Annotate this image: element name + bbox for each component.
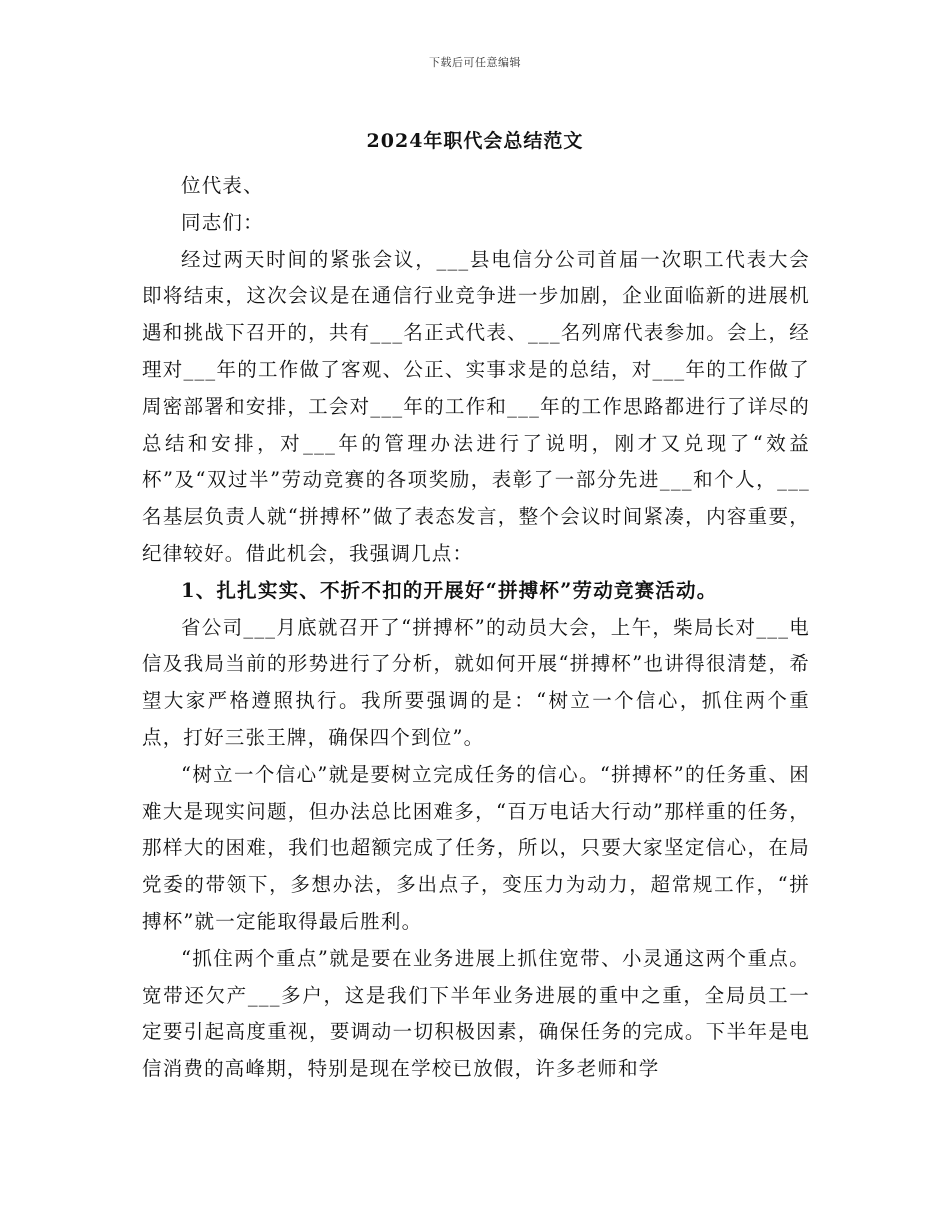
document-title: 2024年职代会总结范文 (366, 130, 584, 152)
document-body (142, 168, 810, 1088)
paragraph-intro: 经过两天时间的紧张会议，___县电信分公司首届一次职工代表大会即将结束，这次会议是在通信行业竞争进一步加剧，企业面临新的进展机遇和挑战下召开的，共有___名正式代表、___名列席代表参加。会上，经理对___年的工作做了客观、公正、实事求是的总结，对___年的工作做了周密部署和安排，工会对___年的工作和___年的工作思路都进行了详尽的总结和安排，对___年的管理办法进行了说明，刚才又兑现了“效益杯”及“双过半”劳动竞赛的各项奖励，表彰了一部分先进___和个人，___名基层负责人就“拼搏杯”做了表态发言，整个会议时间紧凑，内容重要，纪律较好。借此机会，我强调几点： (142, 247, 810, 565)
paragraph-confidence: “树立一个信心”就是要树立完成任务的信心。“拼搏杯”的任务重、困难大是现实问题，但办法总比困难多，“百万电话大行动”那样重的任务，那样大的困难，我们也超额完成了任务，所以，只要大家坚定信心，在局党委的带领下，多想办法，多出点子，变压力为动力，超常规工作，“拼搏杯”就一定能取得最后胜利。 (142, 762, 810, 933)
header-note: 下载后可任意编辑 (429, 56, 521, 69)
paragraph-two-focus: “抓住两个重点”就是要在业务进展上抓住宽带、小灵通这两个重点。宽带还欠产___多户，这是我们下半年业务进展的重中之重，全局员工一定要引起高度重视，要调动一切积极因素，确保任务的完成。下半年是电信消费的高峰期，特别是现在学校已放假，许多老师和学 (142, 946, 810, 1081)
salutation-line-2: 同志们： (181, 210, 264, 234)
paragraph-section-1: 省公司___月底就召开了“拼搏杯”的动员大会，上午，柴局长对___电信及我局当前的形势进行了分析，就如何开展“拼搏杯”也讲得很清楚，希望大家严格遵照执行。我所要强调的是：“树立一个信心，抓住两个重点，打好三张王牌，确保四个到位”。 (142, 615, 810, 749)
section-heading-1: 1、扎扎实实、不折不扣的开展好“拼搏杯”劳动竞赛活动。 (181, 578, 718, 602)
salutation-line-1: 位代表、 (181, 174, 264, 197)
